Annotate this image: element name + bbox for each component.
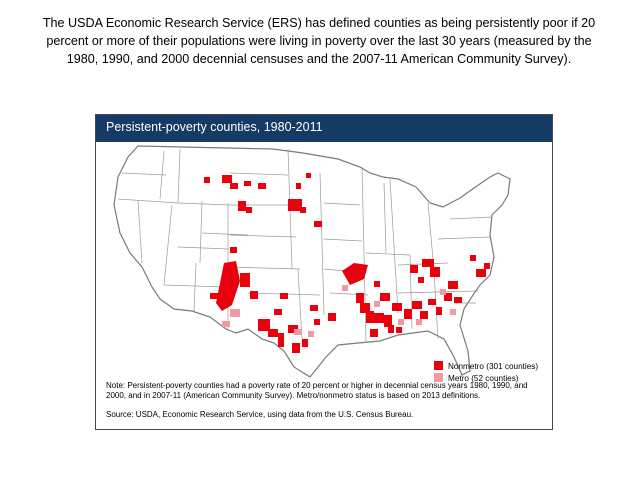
us-county-map (98, 143, 552, 379)
map-title: Persistent-poverty counties, 1980-2011 (106, 120, 323, 134)
map-source: Source: USDA, Economic Research Service, using data from the U.S. Census Bureau. (106, 410, 414, 419)
poverty-map-figure (95, 114, 553, 430)
map-note: Note: Persistent-poverty counties had a poverty rate of 20 percent or higher in decennial census years 1980, 1990, and 2000, and in 2007-11 (American Community Survey). Metro/nonmetro status is based on 2013 definitions. (106, 381, 528, 400)
us-outline (114, 146, 510, 377)
map-title-bar (96, 115, 552, 142)
legend-nonmetro (434, 361, 538, 371)
legend-swatch-nonmetro (434, 361, 443, 370)
legend-label-metro: Metro (52 counties) (448, 374, 519, 383)
legend-label-nonmetro: Nonmetro (301 counties) (448, 362, 539, 371)
intro-text: The USDA Economic Research Service (ERS) has defined counties as being persistently poor if 20 percent or more of their populations were living in poverty over the last 30 years (measured by the 1980, 1990, and 2000 decennial censuses and the 2007-11 American Community Survey). (42, 16, 596, 66)
